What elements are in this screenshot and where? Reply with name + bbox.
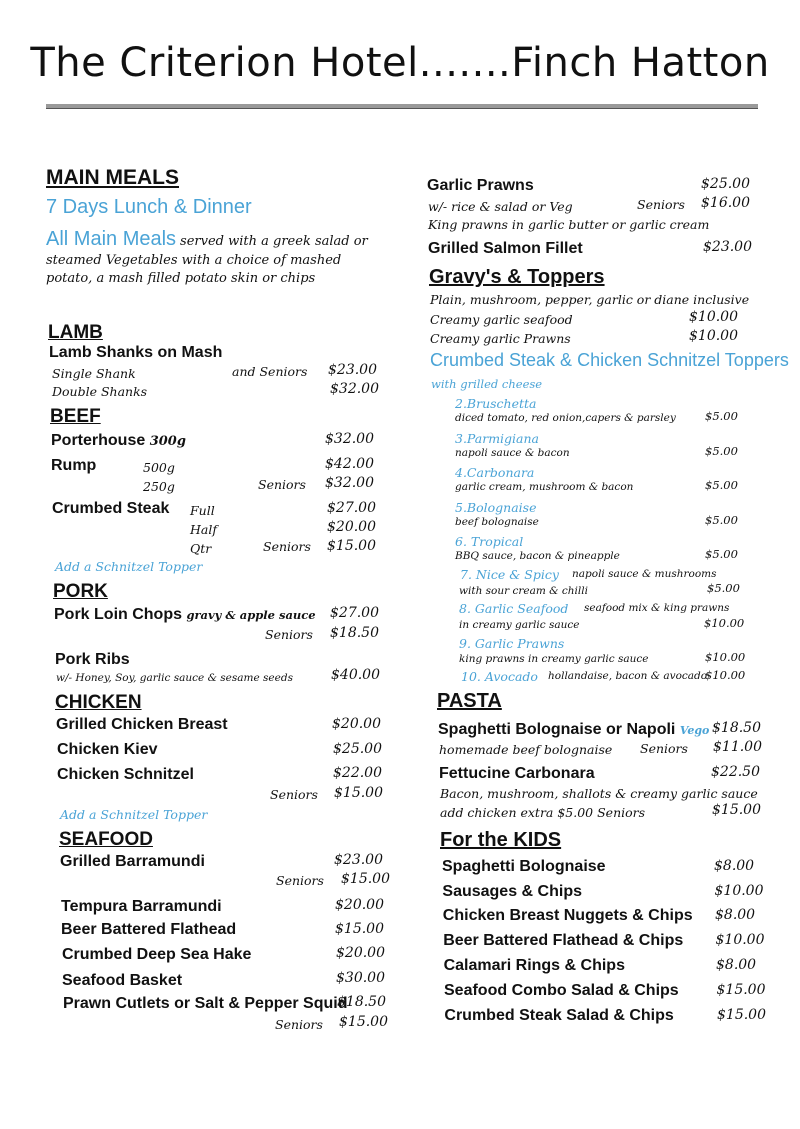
topper-item-desc: BBQ sauce, bacon & pineapple	[455, 550, 620, 562]
spaghetti-seniors-price: $11.00	[713, 739, 762, 755]
kids-item-price: $15.00	[716, 982, 766, 998]
topper-spicy-price: $5.00	[707, 581, 740, 595]
crumbed-full-price: $27.00	[327, 500, 376, 516]
topper-item-desc: diced tomato, red onion,capers & parsley	[455, 412, 676, 424]
topper-gseafood-desc1: seafood mix & king prawns	[584, 602, 730, 614]
topper-item-name: 6. Tropical	[455, 534, 524, 549]
spaghetti-price: $18.50	[712, 720, 761, 736]
topper-item-price: $5.00	[705, 478, 738, 492]
kids-item: Spaghetti Bolognaise	[442, 858, 606, 875]
lamb-seniors-label: and Seniors	[232, 364, 308, 379]
seafood-basket-item: Seafood Basket	[62, 972, 183, 989]
kids-item-price: $8.00	[714, 858, 755, 874]
toppers-heading: Crumbed Steak & Chicken Schnitzel Toppers	[430, 350, 789, 370]
crumbed-steak-item: Crumbed Steak	[52, 500, 170, 517]
topper-avocado-desc: hollandaise, bacon & avocado	[548, 670, 708, 682]
barramundi-seniors-price: $15.00	[341, 871, 390, 887]
tempura-barramundi-price: $20.00	[335, 897, 384, 913]
topper-spicy-desc2: with sour cream & chilli	[459, 585, 588, 597]
topper-gprawns-name: 9. Garlic Prawns	[459, 636, 565, 651]
kids-item: Beer Battered Flathead & Chips	[443, 932, 684, 949]
beef-schnitzel-topper: Add a Schnitzel Topper	[55, 559, 203, 574]
crumbed-qtr: Qtr	[190, 541, 212, 556]
topper-gprawns-desc: king prawns in creamy garlic sauce	[459, 653, 649, 665]
topper-item-name: 4.Carbonara	[455, 465, 535, 480]
pork-ribs-item: Pork Ribs	[55, 651, 130, 668]
topper-item-price: $5.00	[705, 547, 738, 561]
main-meals-note-text1: served with a greek salad or	[180, 234, 368, 249]
topper-spicy-name: 7. Nice & Spicy	[460, 567, 559, 582]
prawn-seniors-price: $15.00	[339, 1014, 388, 1030]
topper-item-name: 2.Bruschetta	[455, 396, 537, 411]
chicken-schnitzel-price: $22.00	[333, 765, 382, 781]
beer-battered-flathead-price: $15.00	[335, 921, 384, 937]
fettucine-item: Fettucine Carbonara	[439, 765, 595, 782]
pork-ribs-price: $40.00	[331, 667, 380, 683]
gravy-heading: Gravy's & Toppers	[429, 266, 605, 288]
spaghetti-desc: homemade beef bolognaise	[439, 742, 613, 757]
pork-heading: PORK	[53, 581, 108, 602]
topper-item-desc: napoli sauce & bacon	[455, 447, 570, 459]
seafood-basket-price: $30.00	[336, 970, 385, 986]
chicken-kiev-item: Chicken Kiev	[57, 741, 158, 758]
pork-ribs-desc: w/- Honey, Soy, garlic sauce & sesame seeds	[56, 672, 293, 684]
crumbed-half-price: $20.00	[327, 519, 376, 535]
pork-chops-desc: gravy & apple sauce	[186, 608, 316, 622]
kids-item: Chicken Breast Nuggets & Chips	[442, 907, 693, 924]
main-meals-note-lead: All Main Meals	[46, 228, 177, 250]
lamb-heading: LAMB	[48, 322, 103, 343]
toppers-sub: with grilled cheese	[431, 377, 543, 391]
topper-item-name: 3.Parmigiana	[455, 431, 540, 446]
crumbed-hake-item: Crumbed Deep Sea Hake	[62, 946, 252, 963]
chicken-breast-price: $20.00	[332, 716, 381, 732]
spaghetti-vego: Vego	[679, 724, 710, 737]
garlic-prawns-price: $25.00	[701, 176, 750, 192]
rump-seniors-label: Seniors	[258, 477, 306, 492]
gravy-prawns-price: $10.00	[689, 328, 738, 344]
topper-gprawns-price: $10.00	[705, 650, 746, 664]
lamb-double-shanks: Double Shanks	[52, 384, 148, 399]
fettucine-desc2: add chicken extra $5.00 Seniors	[440, 805, 646, 820]
fettucine-seniors-price: $15.00	[712, 802, 761, 818]
porterhouse-weight: 300g	[149, 434, 186, 449]
fettucine-desc1: Bacon, mushroom, shallots & creamy garlic sauce	[440, 786, 758, 801]
main-meals-note-line3: potato, a mash filled potato skin or chips	[46, 271, 316, 286]
chicken-seniors-price: $15.00	[334, 785, 383, 801]
gravy-line1: Plain, mushroom, pepper, garlic or diane inclusive	[430, 292, 750, 307]
pork-chops-item	[54, 606, 316, 624]
gravy-prawns: Creamy garlic Prawns	[430, 331, 571, 346]
chicken-schnitzel-item: Chicken Schnitzel	[57, 766, 194, 783]
grilled-salmon-item: Grilled Salmon Fillet	[428, 240, 583, 257]
topper-item-price: $5.00	[705, 444, 738, 458]
topper-spicy-desc1: napoli sauce & mushrooms	[572, 568, 717, 580]
crumbed-seniors-label: Seniors	[263, 539, 311, 554]
tempura-barramundi-item: Tempura Barramundi	[61, 898, 222, 915]
lamb-single-shank: Single Shank	[52, 366, 136, 381]
beer-battered-flathead-item: Beer Battered Flathead	[61, 921, 237, 938]
topper-item-desc: beef bolognaise	[455, 516, 539, 528]
main-meals-subheading: 7 Days Lunch & Dinner	[46, 196, 252, 218]
topper-item-price: $5.00	[705, 513, 738, 527]
porterhouse-price: $32.00	[325, 431, 374, 447]
chicken-breast-item: Grilled Chicken Breast	[56, 716, 228, 733]
crumbed-hake-price: $20.00	[336, 945, 385, 961]
gravy-seafood: Creamy garlic seafood	[430, 312, 573, 327]
main-meals-heading: MAIN MEALS	[46, 166, 179, 189]
pork-chops-seniors-price: $18.50	[330, 625, 379, 641]
prawn-cutlets-item: Prawn Cutlets or Salt & Pepper Squid	[63, 995, 348, 1012]
garlic-prawns-desc2: King prawns in garlic butter or garlic cream	[428, 217, 710, 232]
chicken-heading: CHICKEN	[55, 692, 142, 713]
kids-item-price: $8.00	[716, 957, 757, 973]
spaghetti-name: Spaghetti Bolognaise or Napoli	[438, 721, 676, 738]
barramundi-seniors-label: Seniors	[276, 873, 324, 888]
kids-item-price: $10.00	[714, 883, 764, 899]
grilled-salmon-price: $23.00	[703, 239, 752, 255]
rump-item: Rump	[51, 457, 97, 474]
kids-item-price: $8.00	[715, 907, 756, 923]
spaghetti-item	[438, 721, 709, 739]
topper-gseafood-name: 8. Garlic Seafood	[459, 601, 569, 616]
rump-price-250: $32.00	[325, 475, 374, 491]
crumbed-qtr-price: $15.00	[327, 538, 376, 554]
chicken-seniors-label: Seniors	[270, 787, 318, 802]
porterhouse-item	[51, 432, 186, 450]
seafood-heading: SEAFOOD	[59, 829, 153, 850]
chicken-schnitzel-topper: Add a Schnitzel Topper	[60, 807, 208, 822]
prawn-seniors-label: Seniors	[275, 1017, 323, 1032]
kids-item-price: $10.00	[715, 932, 765, 948]
garlic-prawns-item: Garlic Prawns	[427, 177, 534, 194]
lamb-double-price: $32.00	[330, 381, 379, 397]
lamb-shanks-item: Lamb Shanks on Mash	[49, 344, 223, 361]
topper-gseafood-price: $10.00	[704, 616, 745, 630]
topper-item-desc: garlic cream, mushroom & bacon	[455, 481, 634, 493]
gravy-seafood-price: $10.00	[689, 309, 738, 325]
garlic-prawns-seniors-price: $16.00	[701, 195, 750, 211]
crumbed-full: Full	[190, 503, 215, 518]
page-title: The Criterion Hotel.......Finch Hatton	[30, 40, 770, 86]
rump-weight-250: 250g	[143, 479, 175, 494]
kids-item: Calamari Rings & Chips	[443, 957, 625, 974]
lamb-single-price: $23.00	[328, 362, 377, 378]
rump-weight-500: 500g	[143, 460, 175, 475]
topper-avocado-name: 10. Avocado	[461, 669, 538, 684]
grilled-barramundi-price: $23.00	[334, 852, 383, 868]
topper-item-price: $5.00	[705, 409, 738, 423]
beef-heading: BEEF	[50, 406, 101, 427]
topper-avocado-price: $10.00	[705, 668, 746, 682]
pork-chops-name: Pork Loin Chops	[54, 606, 182, 623]
pork-chops-price: $27.00	[330, 605, 379, 621]
kids-item-price: $15.00	[717, 1007, 766, 1023]
fettucine-price: $22.50	[711, 764, 760, 780]
chicken-kiev-price: $25.00	[333, 741, 382, 757]
pork-chops-seniors-label: Seniors	[265, 627, 313, 642]
title-divider	[46, 104, 758, 109]
kids-item: Crumbed Steak Salad & Chips	[444, 1007, 674, 1024]
garlic-prawns-seniors-label: Seniors	[637, 197, 685, 212]
kids-heading: For the KIDS	[440, 829, 562, 851]
rump-price-500: $42.00	[325, 456, 374, 472]
main-meals-note-line2: steamed Vegetables with a choice of mashed	[46, 253, 342, 268]
prawn-cutlets-price: $18.50	[337, 994, 386, 1010]
kids-item: Seafood Combo Salad & Chips	[444, 982, 679, 999]
main-meals-note-line1	[46, 228, 368, 251]
topper-item-name: 5.Bolognaise	[455, 500, 537, 515]
pasta-heading: PASTA	[437, 690, 502, 712]
grilled-barramundi-item: Grilled Barramundi	[60, 853, 205, 870]
spaghetti-seniors-label: Seniors	[640, 741, 688, 756]
topper-gseafood-desc2: in creamy garlic sauce	[459, 619, 580, 631]
porterhouse-name: Porterhouse	[51, 432, 146, 449]
garlic-prawns-desc: w/- rice & salad or Veg	[428, 199, 573, 214]
kids-item: Sausages & Chips	[442, 883, 582, 900]
crumbed-half: Half	[190, 522, 217, 537]
